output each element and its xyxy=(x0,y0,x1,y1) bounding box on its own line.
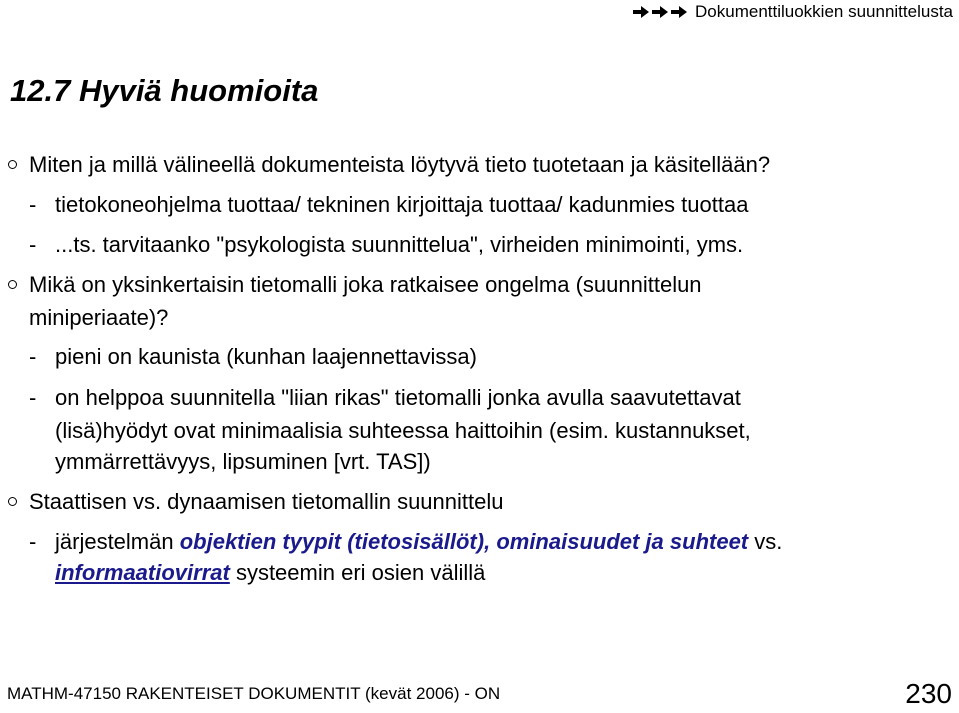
bullet-icon xyxy=(8,497,17,506)
emphasis-text: informaatiovirrat xyxy=(55,560,230,585)
bullet-text: Miten ja millä välineellä dokumenteista löytyvä tieto tuotetaan ja käsitellään? xyxy=(29,152,771,177)
emphasis-text: objektien tyypit (tietosisällöt), ominaisuudet ja suhteet xyxy=(179,529,749,554)
sub-item-text-continued: ymmärrettävyys, lipsuminen [vrt. TAS]) xyxy=(55,449,431,474)
bullet-icon xyxy=(8,160,17,169)
sub-item-line xyxy=(55,527,782,557)
sub-item-text: on helppoa suunnitella "liian rikas" tietomalli jonka avulla saavutettavat xyxy=(55,385,741,410)
sub-item-line-continued xyxy=(55,558,485,588)
footer-course: MATHM-47150 RAKENTEISET DOKUMENTIT (kevät 2006) - ON xyxy=(7,684,501,703)
sub-item-middle: vs. xyxy=(748,529,783,554)
bullet-text-continued: miniperiaate)? xyxy=(29,305,169,330)
right-arrow-icon xyxy=(652,6,668,18)
breadcrumb-text: Dokumenttiluokkien suunnittelusta xyxy=(695,2,953,21)
page-title: 12.7 Hyviä huomioita xyxy=(10,73,319,108)
page-number: 230 xyxy=(905,678,952,709)
bullet-text: Mikä on yksinkertaisin tietomalli joka ratkaisee ongelma (suunnittelun xyxy=(29,272,702,297)
dash-marker: - xyxy=(29,529,37,554)
dash-marker: - xyxy=(29,192,37,217)
bullet-icon xyxy=(8,280,17,289)
sub-item-text: tietokoneohjelma tuottaa/ tekninen kirjoittaja tuottaa/ kadunmies tuottaa xyxy=(55,192,749,217)
sub-item-text: pieni on kaunista (kunhan laajennettavissa) xyxy=(55,344,477,369)
right-arrow-icon xyxy=(633,6,649,18)
bullet-text: Staattisen vs. dynaamisen tietomallin suunnittelu xyxy=(29,489,504,514)
sub-item-text: ...ts. tarvitaanko "psykologista suunnittelua", virheiden minimointi, yms. xyxy=(55,232,744,257)
arrow-group xyxy=(633,6,687,18)
dash-marker: - xyxy=(29,232,37,257)
dash-marker: - xyxy=(29,385,37,410)
sub-item-text-continued: (lisä)hyödyt ovat minimaalisia suhteessa haittoihin (esim. kustannukset, xyxy=(55,418,751,443)
sub-item-prefix: järjestelmän xyxy=(55,529,180,554)
dash-marker: - xyxy=(29,344,37,369)
sub-item-suffix: systeemin eri osien välillä xyxy=(229,560,486,585)
breadcrumb xyxy=(633,0,953,24)
right-arrow-icon xyxy=(671,6,687,18)
